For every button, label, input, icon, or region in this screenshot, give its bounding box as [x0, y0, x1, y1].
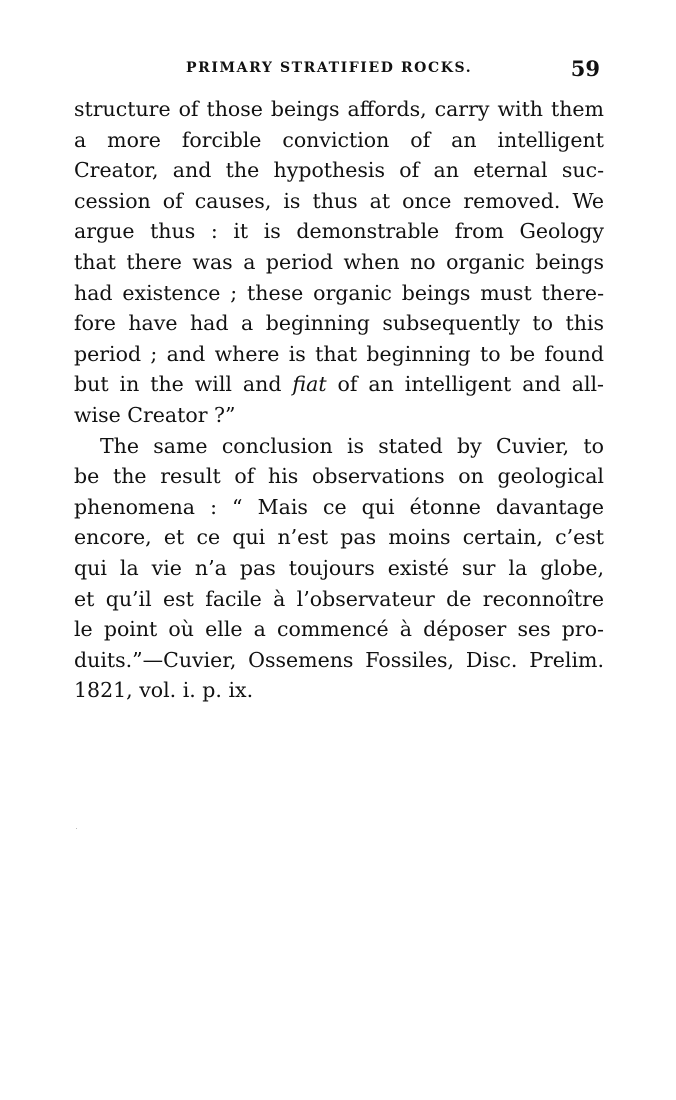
running-head: [74, 56, 604, 82]
text-line: 1821, vol. i. p. ix.: [74, 678, 254, 703]
body-text: [74, 94, 604, 706]
text-line: fore have had a beginning subsequently to this: [74, 311, 604, 336]
text-line: qui la vie n’a pas toujours existé sur la globe,: [74, 555, 604, 580]
text-line: phenomena : “ Mais ce qui étonne davantage: [74, 494, 604, 519]
text-line: et qu’il est facile à l’observateur de reconnoître: [74, 586, 604, 611]
paragraph-2: [74, 431, 604, 706]
text-line: be the result of his observations on geological: [74, 464, 604, 489]
text-segment: but in the will and: [74, 372, 293, 397]
text-line: period ; and where is that beginning to be found: [74, 341, 604, 366]
text-line-with-italic: [74, 369, 604, 400]
text-segment: of an intelligent and all-: [326, 372, 604, 397]
text-line: argue thus : it is demonstrable from Geology: [74, 219, 604, 244]
text-line: had existence ; these organic beings must there-: [74, 280, 604, 305]
text-line: a more forcible conviction of an intelligent: [74, 127, 604, 152]
text-line: structure of those beings affords, carry with them: [74, 97, 604, 121]
page-number: 59: [570, 56, 600, 81]
text-line: Creator, and the hypothesis of an eternal suc-: [74, 158, 604, 183]
text-line: The same conclusion is stated by Cuvier, to: [100, 433, 604, 458]
text-line: wise Creator ?”: [74, 402, 236, 427]
running-title: PRIMARY STRATIFIED ROCKS.: [186, 60, 473, 76]
paragraph-1: [74, 94, 604, 431]
text-line: le point où elle a commencé à déposer ses pro-: [74, 617, 604, 642]
text-line: duits.”—Cuvier, Ossemens Fossiles, Disc. Prelim.: [74, 647, 604, 672]
paper-speck: [76, 828, 77, 829]
text-line: encore, et ce qui n’est pas moins certain, c’est: [74, 525, 604, 550]
italic-word-fiat: fiat: [292, 372, 327, 397]
text-line: that there was a period when no organic beings: [74, 249, 604, 274]
text-line: cession of causes, is thus at once removed. We: [74, 188, 604, 213]
